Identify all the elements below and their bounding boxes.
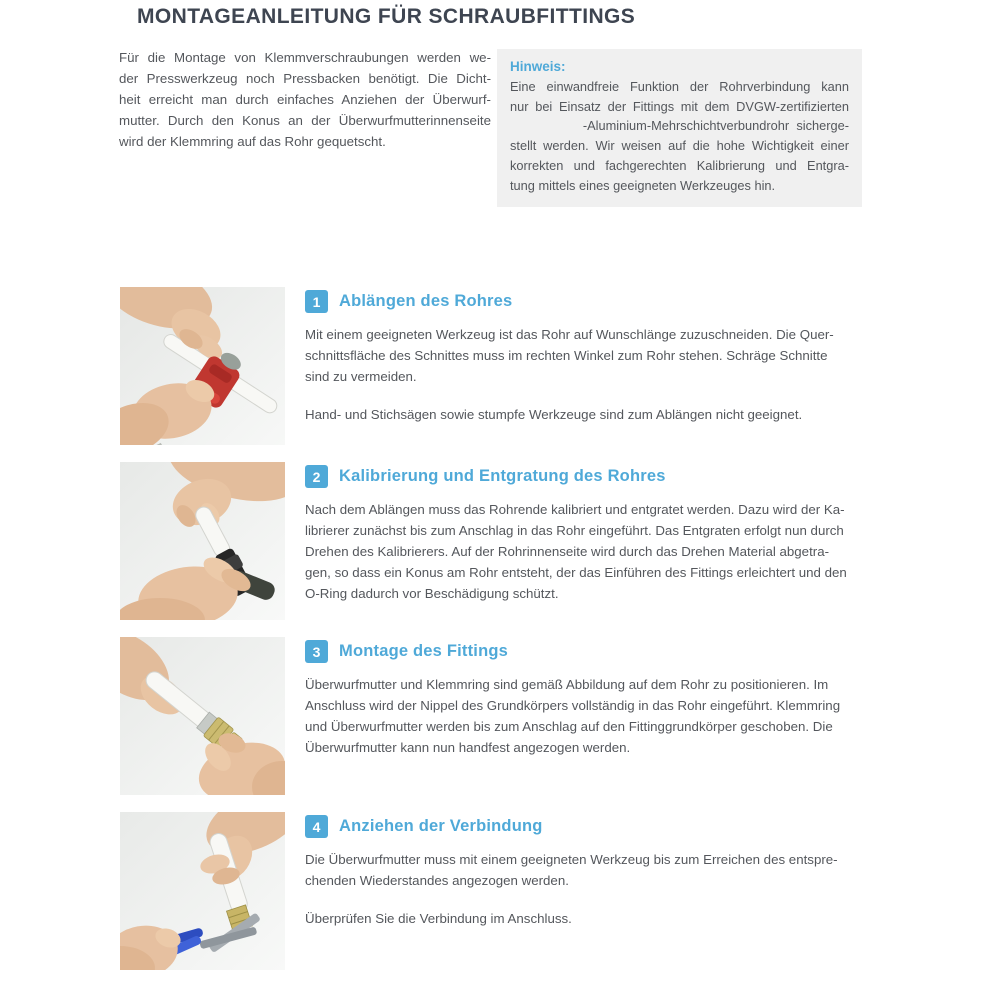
- text-line: Überwurfmutter kann nun handfest angezogen werden.: [305, 740, 631, 755]
- step-2-photo: [120, 462, 285, 620]
- step-4-paragraph-2: [305, 908, 883, 929]
- text-line: Eine einwandfreie Funktion der Rohrverbindung kann: [510, 79, 849, 94]
- step-2-title: Kalibrierung und Entgratung des Rohres: [339, 467, 666, 485]
- text-line: Für die Montage von Klemmverschraubungen werden we-: [119, 50, 491, 65]
- step-3-content: [305, 637, 883, 795]
- text-line: O-Ring dadurch vor Beschädigung schützt.: [305, 586, 559, 601]
- text-line: Nach dem Ablängen muss das Rohrende kalibriert und entgratet werden. Dazu wird der Ka-: [305, 502, 845, 517]
- step-3-paragraph-1: [305, 674, 883, 758]
- step-4-title: Anziehen der Verbindung: [339, 817, 543, 835]
- step-3-header: [305, 640, 883, 663]
- note-title: Hinweis:: [510, 59, 566, 74]
- note-body: [510, 77, 849, 195]
- text-line: nur bei Einsatz der Fittings mit dem DVGW-zertifizierten: [510, 98, 849, 114]
- intro-paragraph: [119, 47, 491, 152]
- step-1-header: [305, 290, 883, 313]
- step-3-photo: [120, 637, 285, 795]
- text-line: der Presswerkzeug noch Pressbacken benötigt. Die Dicht-: [119, 71, 491, 86]
- step-2-number-badge: 2: [305, 465, 328, 488]
- step-4-photo: [120, 812, 285, 970]
- step-4-content: [305, 812, 883, 970]
- step-1-title: Ablängen des Rohres: [339, 292, 513, 310]
- text-line: chenden Wiederstandes angezogen werden.: [305, 873, 569, 888]
- step-1-photo: [120, 287, 285, 445]
- step-1-content: [305, 287, 883, 445]
- text-line: sind zu vermeiden.: [305, 369, 417, 384]
- wrench-tightening-photo-illustration: [120, 812, 285, 970]
- text-line: Überprüfen Sie die Verbindung im Anschluss.: [305, 911, 572, 926]
- step-2-paragraph-1: [305, 499, 883, 604]
- pipe-calibrating-photo-illustration: [120, 462, 285, 620]
- step-3-number-badge: 3: [305, 640, 328, 663]
- text-line: stellt werden. Wir weisen auf die hohe Wichtigkeit einer: [510, 138, 849, 154]
- text-line: tung mittels eines geeigneten Werkzeuges hin.: [510, 177, 776, 193]
- text-line: Hand- und Stichsägen sowie stumpfe Werkzeuge sind zum Ablängen nicht geeignet.: [305, 407, 803, 422]
- step-1: [120, 287, 883, 445]
- step-2-header: [305, 465, 883, 488]
- step-3-title: Montage des Fittings: [339, 642, 508, 660]
- page-title: MONTAGEANLEITUNG FÜR SCHRAUBFITTINGS: [137, 5, 636, 28]
- note-box: [497, 49, 862, 207]
- step-2: [120, 462, 883, 620]
- text-line: librierer zunächst bis zum Anschlag in das Rohr eingeführt. Das Entgraten erfolgt nun durch: [305, 523, 844, 538]
- text-line: -Aluminium-Mehrschichtverbundrohr sicherge-: [510, 118, 849, 134]
- text-line: mutter. Durch den Konus an der Überwurfmutterinnenseite: [119, 113, 491, 128]
- text-line: Mit einem geeigneten Werkzeug ist das Rohr auf Wunschlänge zuzuschneiden. Die Quer-: [305, 327, 834, 342]
- step-4-paragraph-1: [305, 849, 883, 891]
- text-line: wird der Klemmring auf das Rohr gequetscht.: [119, 134, 386, 149]
- text-line: Anschluss wird der Nippel des Grundkörpers vollständig in das Rohr eingeführt. Klemmring: [305, 698, 841, 713]
- text-line: und Überwurfmutter werden bis zum Anschlag auf den Fittinggrundkörper geschoben. Die: [305, 719, 833, 734]
- text-line: gen, so dass ein Konus am Rohr entsteht, der das Einführen des Fittings erleichtert und den: [305, 565, 847, 580]
- step-1-number-badge: 1: [305, 290, 328, 313]
- step-2-content: [305, 462, 883, 620]
- step-4-number-badge: 4: [305, 815, 328, 838]
- pipe-cutting-photo-illustration: [120, 287, 285, 445]
- step-1-paragraph-2: [305, 404, 883, 425]
- text-line: Die Überwurfmutter muss mit einem geeigneten Werkzeug bis zum Erreichen des entspre-: [305, 852, 838, 867]
- text-line: korrekten und fachgerechten Kalibrierung und Entgra-: [510, 157, 849, 173]
- step-1-paragraph-1: [305, 324, 883, 387]
- step-4: [120, 812, 883, 970]
- text-line: heit erreicht man durch einfaches Anziehen der Überwurf-: [119, 92, 491, 107]
- text-line: Drehen des Kalibrierers. Auf der Rohrinnenseite wird durch das Drehen Material abgetra-: [305, 544, 830, 559]
- step-4-header: [305, 815, 883, 838]
- text-line: schnittsfläche des Schnittes muss im rechten Winkel zum Rohr stehen. Schräge Schnitte: [305, 348, 828, 363]
- step-3: [120, 637, 883, 795]
- text-line: Überwurfmutter und Klemmring sind gemäß Abbildung auf dem Rohr zu positionieren. Im: [305, 677, 829, 692]
- fitting-mounting-photo-illustration: [120, 637, 285, 795]
